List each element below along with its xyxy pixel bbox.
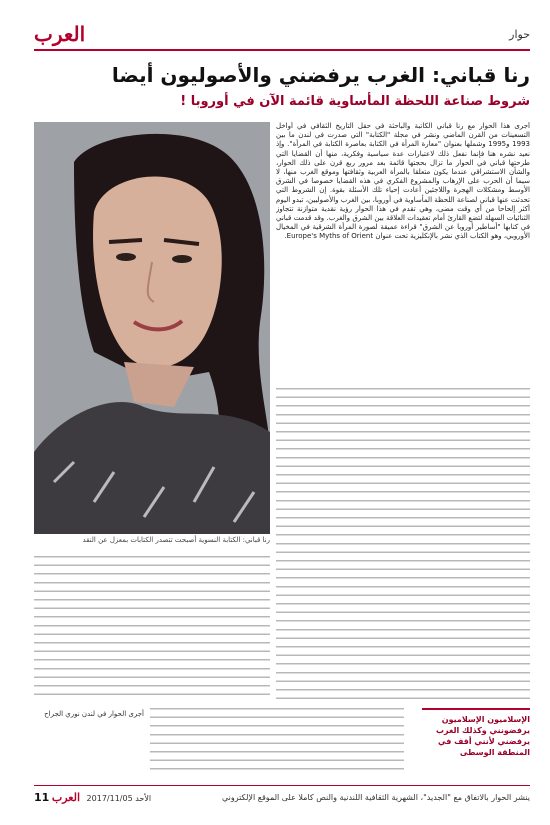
photo-caption: رنا قباني: الكتابة النسوية أصبحت تتصدر الكتابات بمعزل عن النقد — [82, 536, 270, 544]
intro-paragraph — [276, 122, 530, 382]
page-header — [34, 20, 530, 48]
subheadline: شروط صناعة اللحظة المأساوية قائمة الآن في أوروبا ! — [180, 94, 530, 109]
newspaper-logo: العرب — [34, 22, 86, 46]
page-title: رنا قباني: الغرب يرفضني والأصوليون أيضا — [111, 63, 530, 87]
footer-date: الأحد 2017/11/05 — [86, 793, 152, 803]
brand — [34, 22, 85, 46]
section-label: حوار — [509, 27, 530, 41]
page-number: 11 — [34, 790, 50, 804]
body-column-left-upper — [34, 556, 270, 702]
eye-right — [172, 255, 192, 263]
footer-tagline: ينشر الحوار بالاتفاق مع "الجديد"، الشهرية الثقافية اللندنية والنص كاملا على الموقع الإلكتروني — [221, 792, 530, 802]
eyebrow-left — [109, 240, 142, 242]
footer-rule — [34, 785, 530, 786]
body-column-bottom — [150, 708, 404, 776]
intro-text: أجرى هذا الحوار مع رنا قباني الكاتبة والباحثة في حقل التاريخ الثقافي في أواخل التسعينات من القرن الماضي ونشر في مجلة "الكتابة" التي صدرت في لندن ما بين 1993 و1995 وشملها بعنوان "معارة المرأة في الكتابة بعاصرة الكتابة في المرأة". وإذ نعيد نشره هنا فإنما نفعل ذلك لاعتبارات عدة سياسية وفكرية، منها أن القضايا التي طرحتها قباني في الحوار ما تزال بحجتها قائمة بعد مرور ربع قرن على ذلك الحوار، والشأن الاستشراقي عندما يكون متعلقا بالمرأة العربية وثقافتها وموقع الغرب منها، لا سيما أن الحرب على الإرهاب والمشروع الفكري في هذه القضايا خصوصا في الشرق الأوسط ومشكلات الهجرة واللاجئين أعادت إحياء تلك الأسئلة بقوة. إن الشروط التي تحدثت عنها قباني لصناعة اللحظة المأساوية في أوروبا، بين الغرب والأصوليين، تبدو اليوم أكثر إلحاحا من أي وقت مضى، وهي تقدم في هذا الحوار رؤية نقدية متوازنة تتجاوز الثنائيات السهلة لتضع القارئ أمام تعقيدات العلاقة بين الشرق والغرب. وقد قدمت قباني في كتابها "أساطير أوروبا عن الشرق" قراءة عميقة لصورة المرأة الشرقية في المخيال الأوروبي، وهو الكتاب الذي نشر بالإنكليزية تحت عنوان Europe's Myths of Orient. — [276, 122, 530, 241]
interviewer-credit: أجرى الحوار في لندن نوري الجراح — [44, 710, 144, 718]
footer-logo: العرب — [51, 790, 80, 804]
portrait-illustration — [34, 122, 270, 534]
footer-meta — [34, 791, 151, 804]
portrait-photo — [34, 122, 270, 534]
header-rule — [34, 49, 530, 51]
body-column-right — [276, 388, 530, 700]
eye-left — [116, 253, 136, 261]
page-footer — [34, 789, 530, 805]
pull-quote: الإسلاميون الإسلاميون يرفضونني وكذلك الغرب يرفضني لأنني أقف في المنطقة الوسطى — [422, 708, 530, 774]
